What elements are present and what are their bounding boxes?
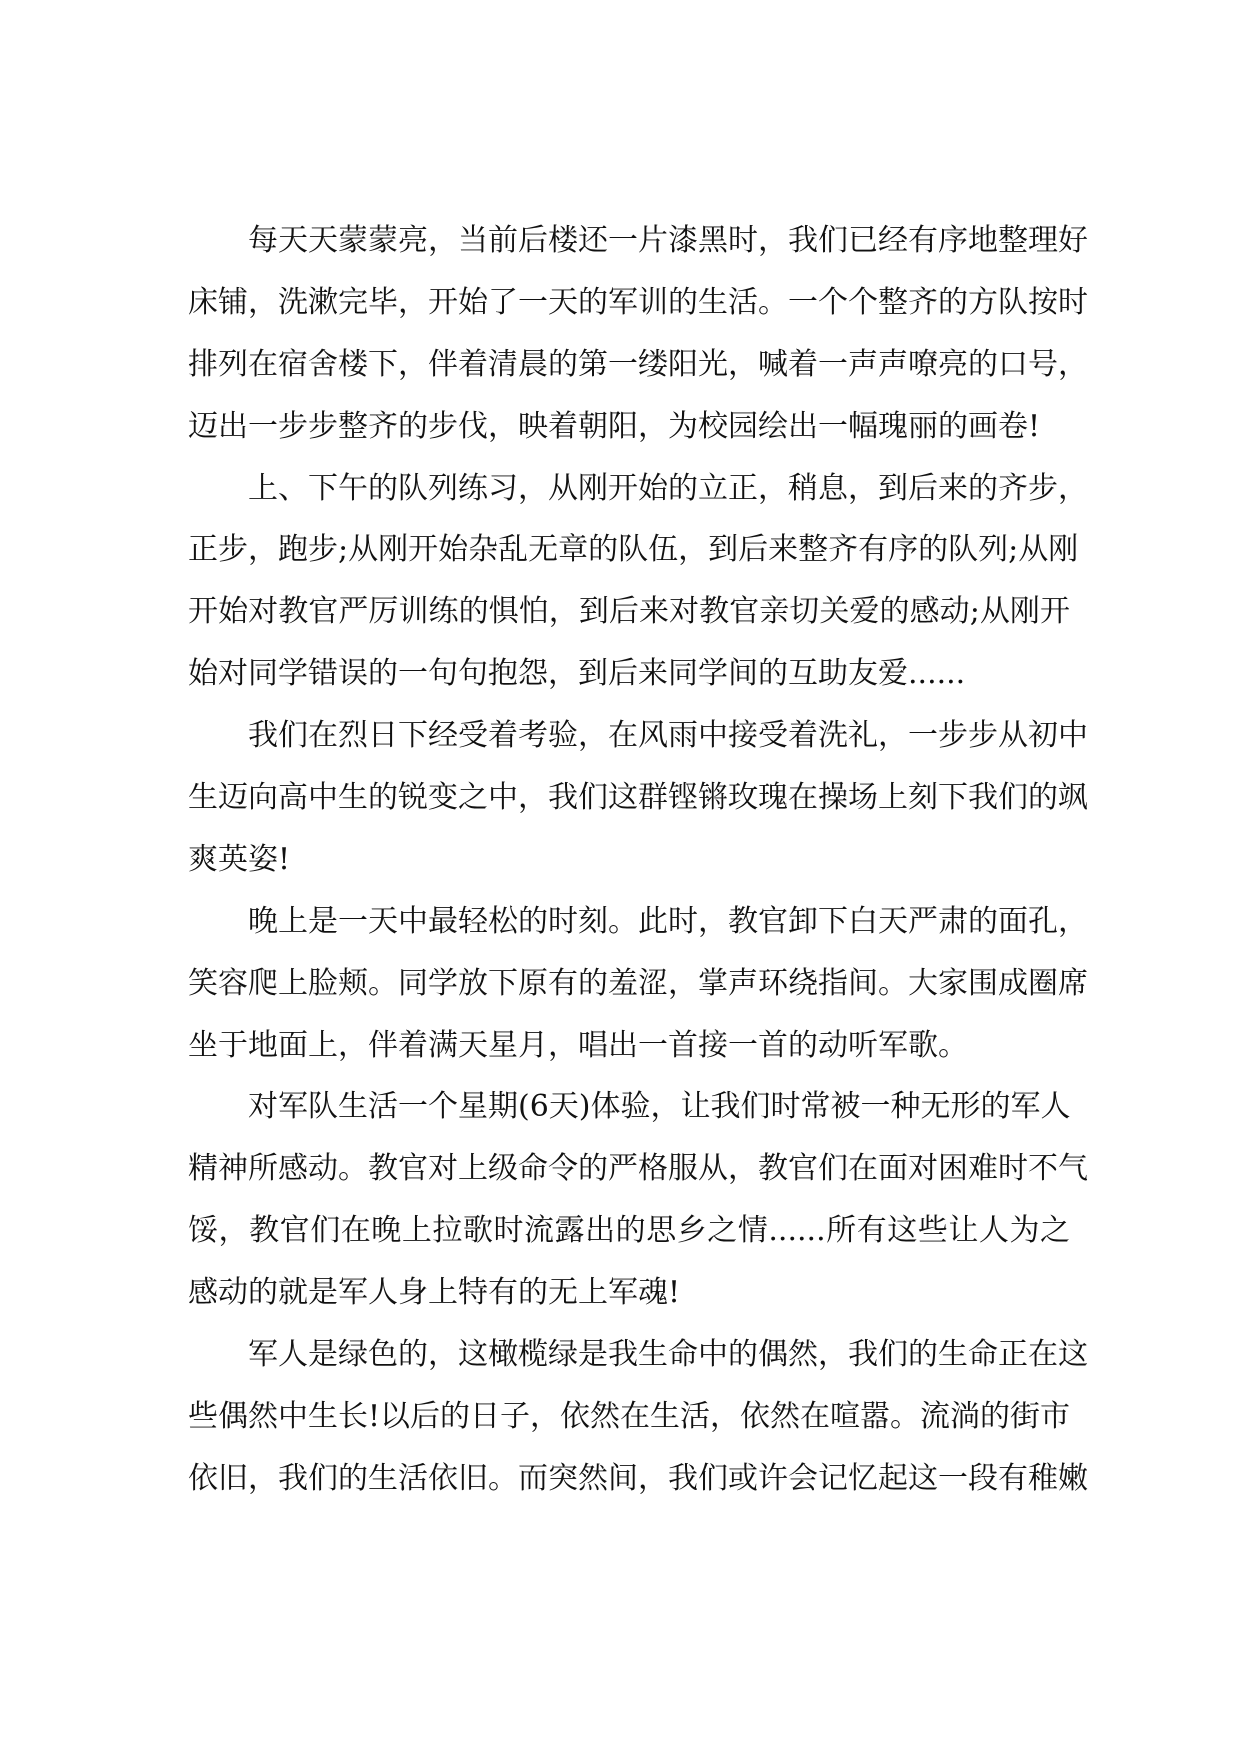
text-line: 些偶然中生长!以后的日子，依然在生活，依然在喧嚣。流淌的街市 <box>188 1398 1071 1434</box>
text-line: 生迈向高中生的锐变之中，我们这群铿锵玫瑰在操场上刻下我们的飒 <box>188 780 1088 816</box>
text-line: 笑容爬上脸颊。同学放下原有的羞涩，掌声环绕指间。大家围成圈席 <box>188 965 1088 1001</box>
text-line: 精神所感动。教官对上级命令的严格服从，教官们在面对困难时不气 <box>188 1151 1088 1187</box>
body-text <box>188 222 1088 1522</box>
text-line: 正步，跑步;从刚开始杂乱无章的队伍，到后来整齐有序的队列;从刚 <box>188 532 1079 568</box>
text-line: 对军队生活一个星期(6天)体验，让我们时常被一种无形的军人 <box>248 1089 1071 1125</box>
text-line: 迈出一步步整齐的步伐，映着朝阳，为校园绘出一幅瑰丽的画卷! <box>188 408 1041 444</box>
text-line: 爽英姿! <box>188 841 291 877</box>
text-line: 坐于地面上，伴着满天星月，唱出一首接一首的动听军歌。 <box>188 1027 968 1063</box>
text-line: 开始对教官严厉训练的惧怕，到后来对教官亲切关爱的感动;从刚开 <box>188 594 1070 630</box>
text-line: 军人是绿色的，这橄榄绿是我生命中的偶然，我们的生命正在这 <box>248 1337 1088 1373</box>
text-line: 上、下午的队列练习，从刚开始的立正，稍息，到后来的齐步， <box>248 470 1088 506</box>
text-line: 晚上是一天中最轻松的时刻。此时，教官卸下白天严肃的面孔， <box>248 903 1088 939</box>
text-line: 每天天蒙蒙亮，当前后楼还一片漆黑时，我们已经有序地整理好 <box>248 223 1088 258</box>
text-line: 感动的就是军人身上特有的无上军魂! <box>188 1275 681 1311</box>
text-line: 依旧，我们的生活依旧。而突然间，我们或许会记忆起这一段有稚嫩 <box>188 1460 1088 1496</box>
text-line: 排列在宿舍楼下，伴着清晨的第一缕阳光，喊着一声声嘹亮的口号， <box>188 346 1088 382</box>
text-line: 床铺，洗漱完毕，开始了一天的军训的生活。一个个整齐的方队按时 <box>188 284 1088 320</box>
text-line: 馁，教官们在晚上拉歌时流露出的思乡之情......所有这些让人为之 <box>188 1213 1070 1249</box>
text-line: 始对同学错误的一句句抱怨，到后来同学间的互助友爱...... <box>188 656 966 692</box>
text-line: 我们在烈日下经受着考验，在风雨中接受着洗礼，一步步从初中 <box>248 718 1088 754</box>
